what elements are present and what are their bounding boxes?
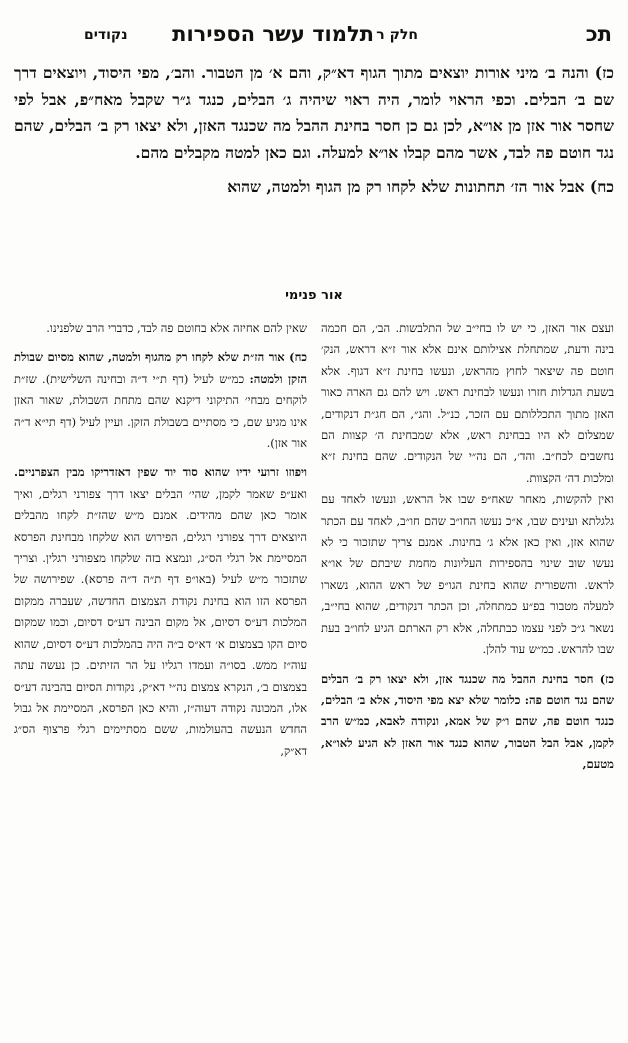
commentary-paragraph: שאין להם אחיזה אלא בחוטם פה לבד, כדברי הרב שלפנינו. xyxy=(46,321,307,335)
commentary-heading: ויפוזו זרועי ידיו שהוא סוד יוד שפין דאזדריקו מבין הצפרניים. xyxy=(14,465,307,480)
main-paragraph-27: כז) והנה ב׳ מיני אורות יוצאים מתוך הגוף דא״ק, והם א׳ מן הטבור. והב׳, מפי היסוד, ויוצאים דרך שם ב׳ הבלים. וכפי הראוי לומר, היה ראוי שיהיה ג׳ הבלים, כנגד ג״ר שקבל מאח״פ, אבל לפי שחסר אור אזן מן או״א, לכן גם כן חסר בחינת ההבל מה שכנגד האזן, ולא יצאו רק ב׳ הבלים, שהם נגד חוטם פה לבד, אשר מהם קבלו או״א למעלה. וגם כאן למטה מקבלים מהם. xyxy=(14,63,614,162)
page-header xyxy=(14,22,614,52)
commentary-paragraph: ועצם אור האזן, כי יש לו בחי״ב של התלבשות. הב׳, הם חכמה בינה ודעת, שמתחלת אצילותם אינם אלא אור ז״א דראש, הנק׳ חוטם פה שיצאר לחוץ מהראש, ונעשו בחינת ז״א דגוף. אלא בשעת הגדלות חזרו ונעשו לבחינת ראש. ויש להם גם הארה כאור האזן מתוך התכללותם עם הזכר, כנ״ל. והג״, הם חג״ת דנקודים, שמצלום לא היו בבחינת ראש, אלא שמבחינת ה׳ קצוות הם נחשבים לכח״ב. והד׳, הם נה״י של הנקודים. שהם בחינת ז״א ומלכות דה׳ הקצוות. xyxy=(321,321,614,485)
book-title: תלמוד עשר הספירות xyxy=(172,22,374,46)
part-label: חלק ר xyxy=(376,27,418,43)
commentary-columns xyxy=(14,318,614,1034)
page-number: תכ xyxy=(585,22,612,46)
commentary-paragraph-27: כז) חסר בחינת ההבל מה שכנגד אזן, ולא יצאו רק ב׳ הבלים שהם נגד חוטם פה: כלומר שלא יצא מפי היסוד, אלא ב׳ הבלים, כנגד חוטם פה, שהם ו״ק של אמא, ונקודה לאבא, כמ״ש הרב לקמן, אבל הבל הטבור, שהוא כנגד אור האזן לא הגיע לאו״א, מטעם, xyxy=(321,671,614,772)
commentary-heading-28: כח) אור הז״ת שלא לקחו רק מהגוף ולמטה, שהוא מסיום שבולת הזקן ולמטה: xyxy=(14,350,307,386)
commentary-paragraph: ואין להקשות, מאחר שאח״פ שבו אל הראש, ונעשו לאחד עם גלגלתא ועינים שבו, א״כ נעשו החו״ב שהם חו״ב, לאחד עם הכתר שהוא אזן, ואין כאן אלא ג׳ בחינות. אמנם צריך שתזכור כי לא נעשו שוב שינוי בהספירות העליונות מחמת שיבתם של או״א לראש. והשפורית שהוא בחינת הגו״פ של ראש ההוא, נשארו למעלה מטבור בפ״ע כמתחלה, וכן הכתר דנקודים, שהוא בחי״ב, נשאר ג״כ לפני עצמו כבתחלה, אלא רק הארתם הגיע לחו״ב בעת שבו להראש. כמ״ש עוד להלן. xyxy=(321,492,614,657)
commentary-paragraph: כמ״ש לעיל (דף ת״י ד״ה ובחינה השלישית). שז״ת לוקחים מבחי׳ התיקוני דיקנא שהם מתחת השבולת, שאור האזן אינו מגיע שם, כי מסתיים בשבולת הזקן. ועיין לעיל (דף תי״א ד״ה אור אזן). xyxy=(14,371,307,451)
section-variant-label: נקודים xyxy=(84,27,128,43)
commentary-left-column xyxy=(14,318,307,1034)
commentary-paragraph: ואע״פ שאמר לקמן, שהי׳ הבלים יצאו דרך צפורני רגלים, ואיך אומר כאן שהם מהידים. אמנם מ״ש שהז״ת לקחו מהבלים היוצאים דרך צפורני רגלים, הפירוש הוא שלקחו מבחינת הפרסא המסיימת אל רגלי הס״ג, ונמצא בזה שלקחו מצפורני רגלין. וצריך שתזכור מ״ש לעיל (באו״פ דף ת״ה ד״ה פרסא). שפירושה של הפרסא הזו הוא בחינת נקודת הצמצום החדשה, שעברה ממקום המלכות דע״ס דסיום, אל מקום הבינה דע״ס דסיום, וכמו שמקום סיום הקו בצמצום א׳ דא״ס ב״ה היה בהמלכות דע״ס דסיום, שהוא עוה״ז ממש. בסו״ה ועמדו רגליו על הר הזיתים. כן נעשה עתה בצמצום ב׳, הנקרא צמצום נה״י דא״ק, נקודות הסיום בהבינה דע״ס אלו, המכונה נקודה דעוה״ז, והיא כאן הפרסא, המסיימת אל גבול החדש הנעשה בהעולמות, ששם מסתיימים רגלי פרצוף הס״ג דא״ק, xyxy=(14,486,307,758)
commentary-title: אור פנימי xyxy=(285,288,343,303)
main-paragraph-28: כח) אבל אור הז׳ תחתונות שלא לקחו רק מן הגוף ולמטה, שהוא xyxy=(227,177,614,196)
main-text xyxy=(14,60,614,209)
commentary-right-column xyxy=(321,318,614,1034)
